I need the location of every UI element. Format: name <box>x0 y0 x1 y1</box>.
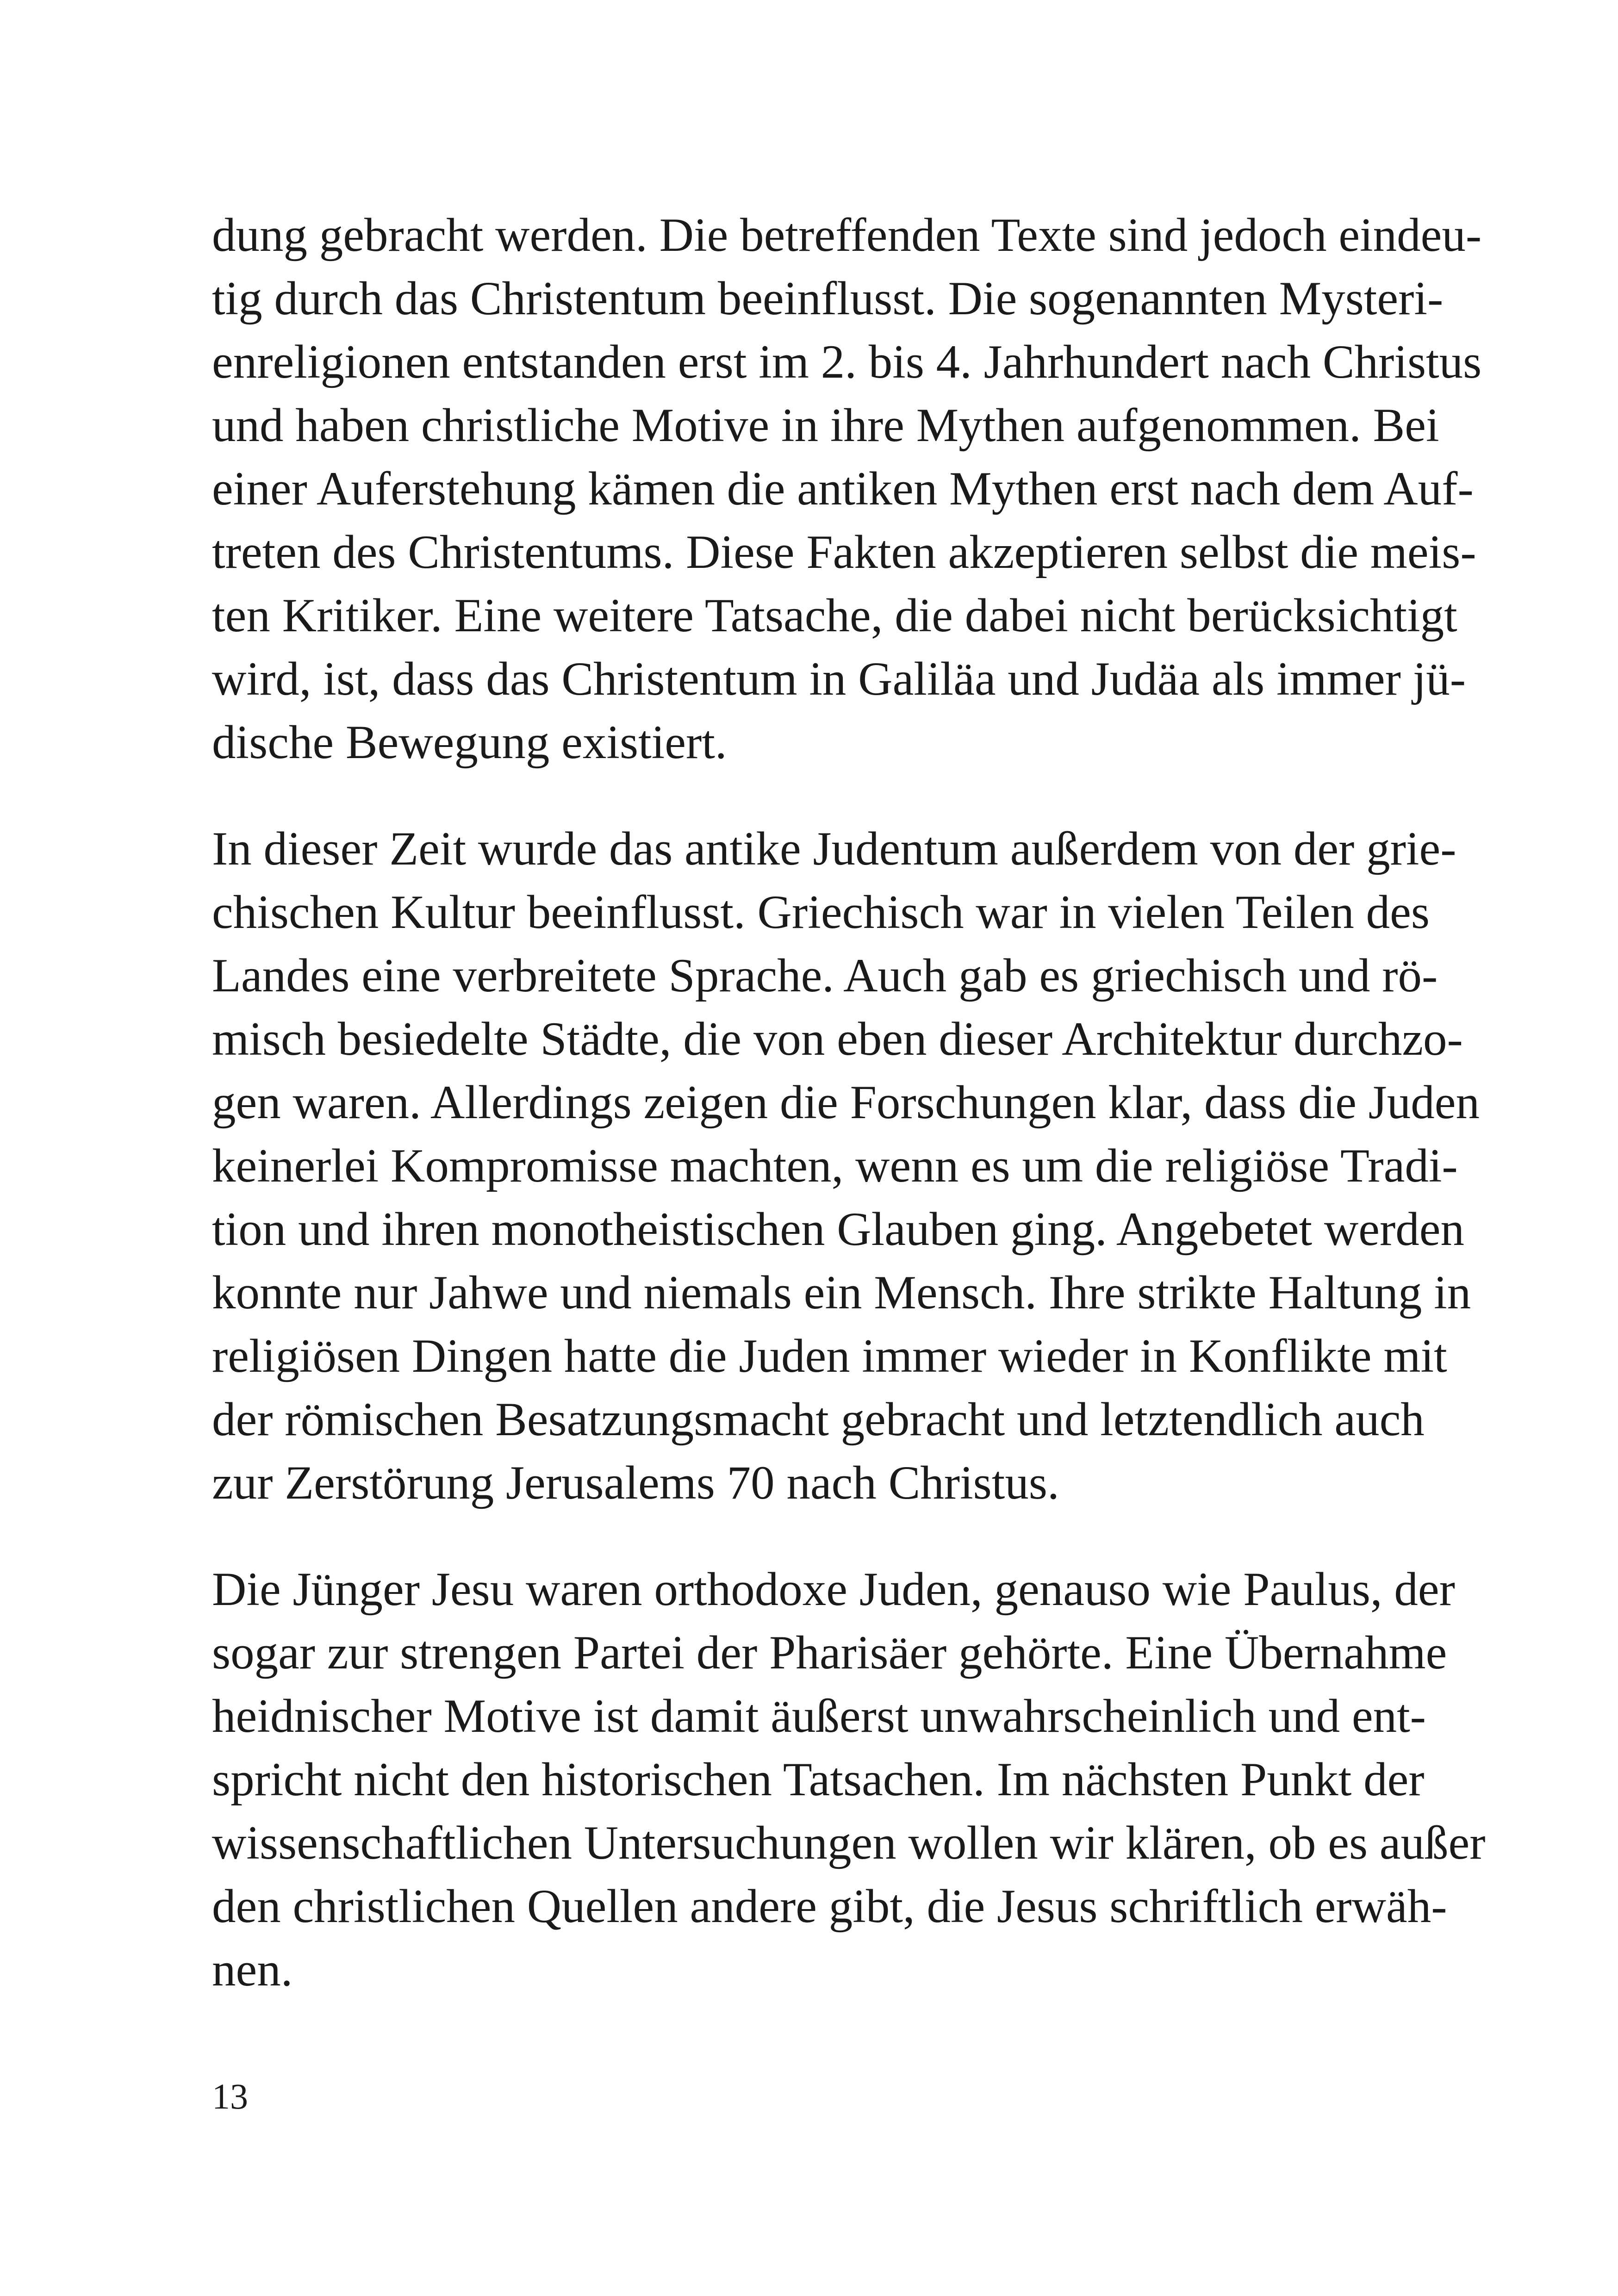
text-line: und haben christliche Motive in ihre Mythen aufgenommen. Bei <box>212 399 1439 452</box>
text-line: konnte nur Jahwe und niemals ein Mensch. Ihre strikte Haltung in <box>212 1266 1471 1319</box>
paragraph-2 <box>212 817 1480 1515</box>
text-line: der römischen Besatzungsmacht gebracht und letztendlich auch <box>212 1393 1425 1446</box>
text-line: keinerlei Kompromisse machten, wenn es um die religiöse Tradi- <box>212 1139 1458 1192</box>
text-line: religiösen Dingen hatte die Juden immer wieder in Konflikte mit <box>212 1330 1447 1382</box>
text-line: spricht nicht den historischen Tatsachen. Im nächsten Punkt der <box>212 1753 1425 1806</box>
text-line: chischen Kultur beeinflusst. Griechisch war in vielen Teilen des <box>212 886 1430 939</box>
body-text <box>212 204 1486 2002</box>
page-number: 13 <box>212 2076 248 2116</box>
text-line: tion und ihren monotheistischen Glauben ging. Angebetet werden <box>212 1203 1465 1256</box>
paragraph-1 <box>212 204 1482 774</box>
text-line: misch besiedelte Städte, die von eben dieser Architektur durchzo- <box>212 1013 1463 1065</box>
text-line: Die Jünger Jesu waren orthodoxe Juden, genauso wie Paulus, der <box>212 1563 1455 1616</box>
text-line: dung gebracht werden. Die betreffenden Texte sind jedoch eindeu- <box>212 209 1482 261</box>
text-line: dische Bewegung existiert. <box>212 716 727 769</box>
text-line: Landes eine verbreitete Sprache. Auch gab es griechisch und rö- <box>212 949 1438 1002</box>
text-line: heidnischer Motive ist damit äußerst unwahrscheinlich und ent- <box>212 1690 1426 1742</box>
text-line: gen waren. Allerdings zeigen die Forschungen klar, dass die Juden <box>212 1076 1480 1129</box>
text-line: wird, ist, dass das Christentum in Galiläa und Judäa als immer jü- <box>212 653 1466 705</box>
text-line: nen. <box>212 1943 293 1996</box>
text-line: einer Auferstehung kämen die antiken Mythen erst nach dem Auf- <box>212 462 1474 515</box>
text-line: treten des Christentums. Diese Fakten akzeptieren selbst die meis- <box>212 526 1476 579</box>
text-line: wissenschaftlichen Untersuchungen wollen wir klären, ob es außer <box>212 1817 1486 1869</box>
text-line: enreligionen entstanden erst im 2. bis 4. Jahrhundert nach Christus <box>212 336 1482 388</box>
text-line: zur Zerstörung Jerusalems 70 nach Christus. <box>212 1456 1059 1509</box>
paragraph-3 <box>212 1558 1486 2002</box>
text-line: den christlichen Quellen andere gibt, die Jesus schriftlich erwäh- <box>212 1880 1447 1933</box>
text-line: tig durch das Christentum beeinflusst. Die sogenannten Mysteri- <box>212 272 1444 325</box>
text-line: ten Kritiker. Eine weitere Tatsache, die dabei nicht berücksichtigt <box>212 589 1457 642</box>
text-line: In dieser Zeit wurde das antike Judentum außerdem von der grie- <box>212 822 1456 875</box>
text-line: sogar zur strengen Partei der Pharisäer gehörte. Eine Übernahme <box>212 1626 1447 1679</box>
